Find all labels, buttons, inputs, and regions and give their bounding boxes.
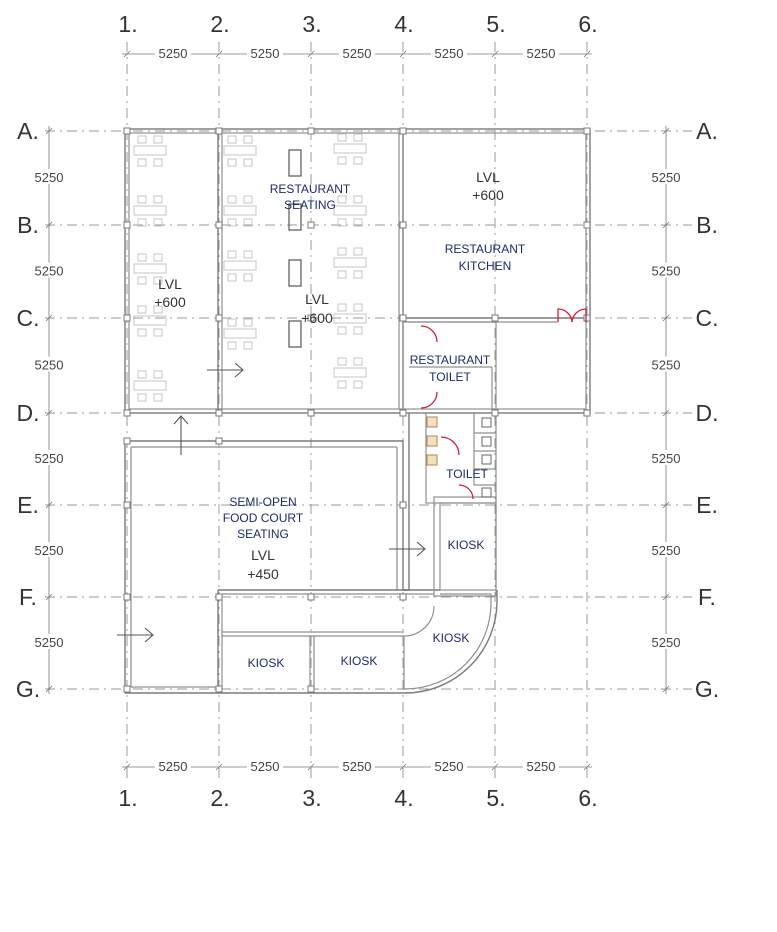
chair	[138, 159, 146, 166]
chair	[244, 196, 252, 203]
grid-column-label: 3.	[302, 11, 322, 37]
grid-row-label: E.	[696, 492, 718, 518]
column-node	[400, 128, 406, 134]
chair	[138, 254, 146, 261]
table-set	[224, 136, 256, 166]
column-node	[400, 502, 406, 508]
chair	[138, 277, 146, 284]
grid-column-label: 6.	[578, 785, 598, 811]
grid-column-label: 2.	[210, 785, 230, 811]
chair	[338, 157, 346, 164]
chair	[154, 254, 162, 261]
restaurant-furniture	[134, 134, 366, 401]
room-label: TOILET	[446, 467, 488, 481]
room-label: SEATING	[284, 198, 336, 212]
chair	[138, 371, 146, 378]
column-node	[308, 128, 314, 134]
chair	[228, 196, 236, 203]
room-label: TOILET	[429, 370, 471, 384]
table	[224, 206, 256, 215]
chair	[228, 251, 236, 258]
table	[334, 144, 366, 153]
room-label: KIOSK	[247, 656, 285, 670]
level-label: LVL	[476, 169, 500, 185]
chair	[154, 371, 162, 378]
room-label: SEATING	[237, 527, 289, 541]
chair	[154, 136, 162, 143]
chair	[244, 319, 252, 326]
table	[134, 146, 166, 155]
room-label: RESTAURANT	[444, 242, 526, 256]
level-value: +600	[154, 294, 186, 310]
chair	[354, 381, 362, 388]
urinal-fixture	[482, 488, 491, 497]
grid-column-label: 6.	[578, 11, 598, 37]
grid-row-label: D.	[695, 400, 719, 426]
column-node	[584, 222, 590, 228]
column-node	[124, 438, 130, 444]
chair	[154, 394, 162, 401]
table-set	[134, 371, 166, 401]
column-node	[216, 128, 222, 134]
table-set	[134, 196, 166, 226]
table-set	[224, 319, 256, 349]
column-node	[400, 222, 406, 228]
table	[334, 258, 366, 267]
column-node	[492, 410, 498, 416]
column-node	[400, 315, 406, 321]
grid-row-label: A.	[17, 118, 39, 144]
chair	[138, 136, 146, 143]
grid-row-label: C.	[16, 305, 40, 331]
grid-row-label: C.	[695, 305, 719, 331]
grid-column-label: 1.	[118, 11, 138, 37]
grid-column-label: 5.	[486, 11, 506, 37]
table	[134, 206, 166, 215]
room-label: RESTAURANT	[269, 182, 351, 196]
table	[134, 381, 166, 390]
dimension-label: 5250	[651, 451, 681, 466]
column-node	[124, 594, 130, 600]
dimension-label: 5250	[158, 46, 188, 61]
dimension-label: 5250	[34, 170, 64, 185]
chair	[244, 251, 252, 258]
chair	[354, 134, 362, 141]
column-node	[308, 686, 314, 692]
column-node	[584, 410, 590, 416]
level-label: LVL	[305, 291, 329, 307]
dimension-label: 5250	[342, 759, 372, 774]
chair	[228, 159, 236, 166]
dimension-label: 5250	[651, 543, 681, 558]
arrow-right-icon	[117, 628, 153, 642]
restaurant-toilet-door-2	[421, 392, 437, 408]
urinal-fixture	[482, 418, 491, 427]
arrow-right-icon	[389, 542, 425, 556]
corner-kiosk-inner-arc	[404, 606, 434, 636]
chair	[338, 196, 346, 203]
column-node	[308, 410, 314, 416]
chair	[138, 329, 146, 336]
table	[224, 261, 256, 270]
chair	[354, 157, 362, 164]
dimension-label: 5250	[342, 46, 372, 61]
table	[134, 264, 166, 273]
chair	[154, 196, 162, 203]
grid-lines	[45, 42, 692, 782]
grid-row-label: G.	[15, 676, 41, 702]
chair	[228, 136, 236, 143]
grid-labels	[16, 11, 719, 811]
dimension-label: 5250	[651, 635, 681, 650]
level-label: LVL	[158, 276, 182, 292]
room-label: KITCHEN	[458, 259, 512, 273]
column-node	[308, 594, 314, 600]
grid-row-label: D.	[16, 400, 40, 426]
grid-row-label: E.	[17, 492, 39, 518]
dimension-label: 5250	[434, 46, 464, 61]
chair	[354, 196, 362, 203]
toilet-door	[441, 437, 459, 455]
table	[224, 146, 256, 155]
dimension-label: 5250	[34, 543, 64, 558]
chair	[338, 248, 346, 255]
table-set	[334, 358, 366, 388]
chair	[244, 136, 252, 143]
chair	[154, 329, 162, 336]
room-label: KIOSK	[340, 654, 378, 668]
table-set	[224, 251, 256, 281]
table-set	[334, 304, 366, 334]
chair	[228, 342, 236, 349]
wc-fixture	[427, 436, 437, 446]
column-node	[216, 686, 222, 692]
dimension-label: 5250	[651, 263, 681, 279]
wc-fixture	[427, 455, 437, 465]
dimension-label: 5250	[34, 635, 64, 650]
grid-column-label: 4.	[394, 11, 414, 37]
dimension-label: 5250	[250, 46, 280, 61]
chair	[338, 134, 346, 141]
column-node	[216, 438, 222, 444]
chair	[338, 327, 346, 334]
dimension-label: 5250	[651, 357, 681, 373]
grid-column-label: 3.	[302, 785, 322, 811]
dimension-label: 5250	[526, 759, 556, 774]
arrow-right-icon	[207, 363, 243, 377]
dimension-label: 5250	[34, 263, 64, 279]
table-set	[224, 196, 256, 226]
room-label: KIOSK	[432, 631, 470, 645]
column-node	[584, 128, 590, 134]
dimension-label: 5250	[34, 451, 64, 466]
chair	[244, 274, 252, 281]
room-label: KIOSK	[447, 538, 485, 552]
chair	[338, 304, 346, 311]
chair	[228, 319, 236, 326]
kitchen-door-left	[558, 309, 572, 322]
column-node	[492, 315, 498, 321]
chair	[354, 271, 362, 278]
chair	[138, 306, 146, 313]
column-node	[216, 222, 222, 228]
room-label: RESTAURANT	[409, 353, 491, 367]
column-node	[216, 410, 222, 416]
chair	[138, 196, 146, 203]
grid-row-label: G.	[694, 676, 720, 702]
dimension-label: 5250	[250, 759, 280, 774]
table-set	[134, 306, 166, 336]
column-node	[584, 315, 590, 321]
level-value: +600	[472, 187, 504, 203]
column-node	[124, 410, 130, 416]
booth-seats	[289, 150, 301, 347]
chair	[354, 248, 362, 255]
level-value: +450	[247, 566, 279, 582]
grid-row-label: B.	[696, 212, 718, 238]
table	[224, 329, 256, 338]
grid-column-label: 2.	[210, 11, 230, 37]
column-node	[400, 594, 406, 600]
dimension-label: 5250	[158, 759, 188, 774]
table-set	[134, 136, 166, 166]
dimension-label: 5250	[651, 170, 681, 185]
column-node	[124, 128, 130, 134]
table-set	[334, 248, 366, 278]
column-node	[124, 315, 130, 321]
dimension-label: 5250	[526, 46, 556, 61]
column-node	[124, 222, 130, 228]
urinal-fixture	[482, 437, 491, 446]
column-node	[216, 315, 222, 321]
grid-column-label: 5.	[486, 785, 506, 811]
table	[134, 316, 166, 325]
room-labels	[154, 169, 526, 670]
table-set	[334, 196, 366, 226]
column-node	[216, 594, 222, 600]
booth-seat	[289, 321, 301, 347]
level-label: LVL	[251, 547, 275, 563]
structural-columns	[124, 128, 590, 692]
walls	[124, 128, 590, 693]
column-node	[308, 222, 314, 228]
grid-column-label: 1.	[118, 785, 138, 811]
chair	[138, 394, 146, 401]
column-node	[124, 502, 130, 508]
booth-seat	[289, 260, 301, 286]
chair	[338, 271, 346, 278]
grid-column-label: 4.	[394, 785, 414, 811]
restaurant-toilet-door	[421, 326, 437, 342]
room-label: FOOD COURT	[222, 511, 304, 525]
chair	[354, 304, 362, 311]
grid-row-label: F.	[698, 584, 716, 610]
chair	[354, 358, 362, 365]
chair	[338, 381, 346, 388]
chair	[228, 274, 236, 281]
chair	[244, 342, 252, 349]
urinal-fixture	[482, 455, 491, 464]
table-set	[334, 134, 366, 164]
grid-row-label: F.	[19, 584, 37, 610]
chair	[244, 159, 252, 166]
chair	[338, 358, 346, 365]
column-node	[400, 410, 406, 416]
chair	[154, 159, 162, 166]
dimension-label: 5250	[434, 759, 464, 774]
booth-seat	[289, 150, 301, 176]
level-value: +600	[301, 310, 333, 326]
column-node	[124, 686, 130, 692]
table	[334, 206, 366, 215]
grid-row-label: A.	[696, 118, 718, 144]
chair	[354, 327, 362, 334]
table	[334, 368, 366, 377]
arrow-up-icon	[174, 416, 188, 455]
dimension-label: 5250	[34, 357, 64, 373]
grid-row-label: B.	[17, 212, 39, 238]
room-label: SEMI-OPEN	[229, 495, 297, 509]
wc-fixture	[427, 417, 437, 427]
